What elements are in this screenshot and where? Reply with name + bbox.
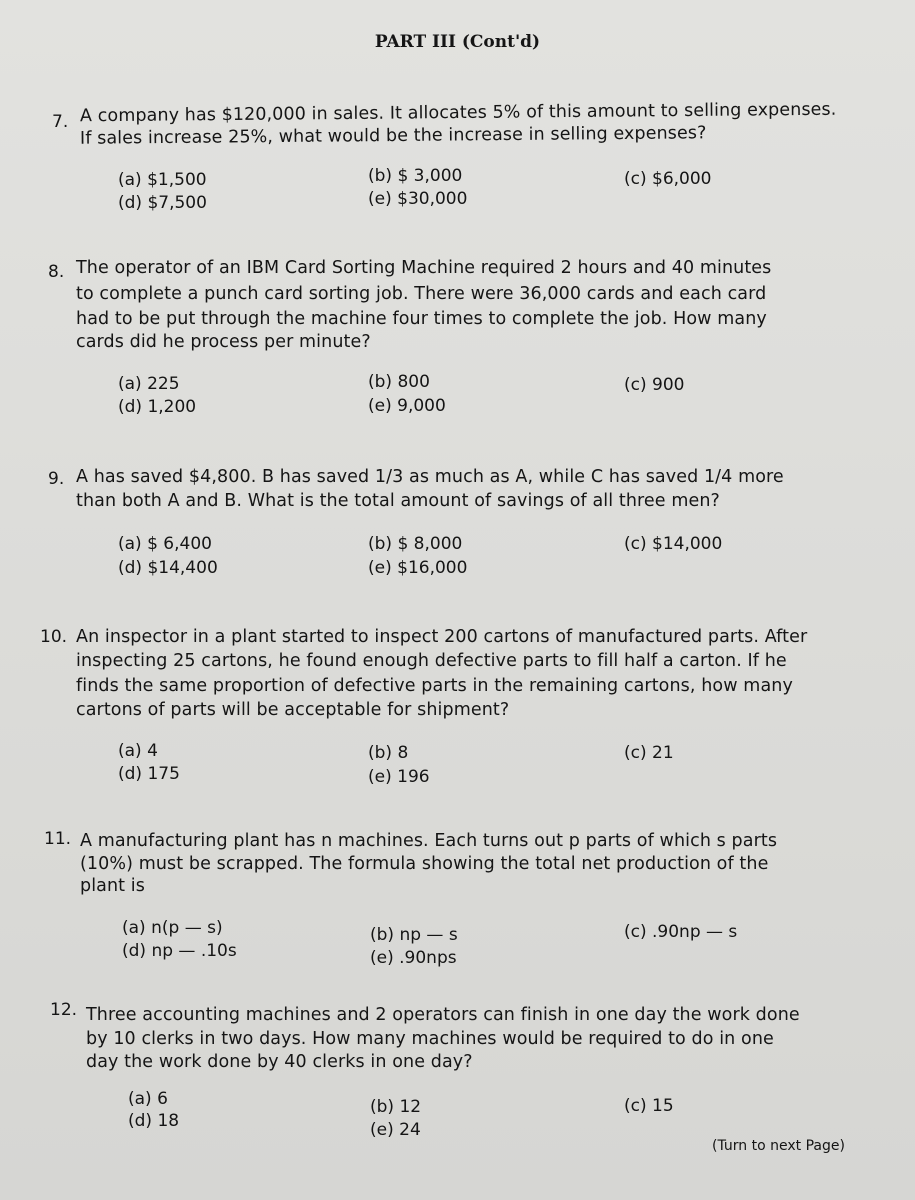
option-e: (e) 9,000 xyxy=(368,396,446,416)
question-number: 12. xyxy=(50,1000,78,1020)
option-e: (e) $30,000 xyxy=(368,189,468,209)
question-line: If sales increase 25%, what would be the increase in selling expenses? xyxy=(79,123,707,149)
option-c: (c) 900 xyxy=(624,375,685,395)
question-line: day the work done by 40 clerks in one day? xyxy=(86,1052,473,1072)
option-a: (a) n(p — s) xyxy=(122,918,223,938)
option-c: (c) 21 xyxy=(624,743,674,763)
option-d: (d) $7,500 xyxy=(118,193,207,213)
question-line: Three accounting machines and 2 operators can finish in one day the work done xyxy=(86,1005,800,1025)
option-c: (c) $6,000 xyxy=(624,169,712,189)
question-number: 11. xyxy=(44,829,72,849)
option-b: (b) 12 xyxy=(370,1097,422,1117)
question-number: 9. xyxy=(48,469,65,489)
option-b: (b) np — s xyxy=(370,925,458,945)
question-number: 7. xyxy=(52,112,69,132)
option-c: (c) $14,000 xyxy=(624,534,723,554)
option-b: (b) 8 xyxy=(368,743,409,763)
option-e: (e) 24 xyxy=(370,1120,421,1140)
question-line: than both A and B. What is the total amount of savings of all three men? xyxy=(76,491,720,511)
question-line: inspecting 25 cartons, he found enough defective parts to fill half a carton. If he xyxy=(76,651,787,671)
question-line: A has saved $4,800. B has saved 1/3 as much as A, while C has saved 1/4 more xyxy=(76,467,784,487)
option-d: (d) 1,200 xyxy=(118,397,197,417)
option-d: (d) 18 xyxy=(128,1111,180,1131)
option-a: (a) 225 xyxy=(118,374,180,394)
question-line: to complete a punch card sorting job. There were 36,000 cards and each card xyxy=(76,284,767,304)
option-e: (e) 196 xyxy=(368,767,430,787)
option-a: (a) 4 xyxy=(118,741,158,761)
question-line: finds the same proportion of defective parts in the remaining cartons, how many xyxy=(76,676,793,696)
option-e: (e) $16,000 xyxy=(368,558,468,578)
question-line: plant is xyxy=(80,876,145,896)
option-d: (d) np — .10s xyxy=(122,941,237,961)
turn-page-note: (Turn to next Page) xyxy=(712,1138,845,1154)
option-b: (b) $ 8,000 xyxy=(368,534,463,554)
question-line: cards did he process per minute? xyxy=(76,332,371,352)
option-c: (c) .90np — s xyxy=(624,922,738,942)
option-b: (b) 800 xyxy=(368,372,430,392)
question-line: An inspector in a plant started to inspect 200 cartons of manufactured parts. After xyxy=(76,627,808,647)
question-number: 8. xyxy=(48,262,65,282)
question-line: by 10 clerks in two days. How many machines would be required to do in one xyxy=(86,1029,774,1049)
page-title: PART III (Cont'd) xyxy=(374,32,541,52)
question-line: A manufacturing plant has n machines. Each turns out p parts of which s parts xyxy=(80,831,778,851)
option-e: (e) .90nps xyxy=(370,948,457,968)
option-d: (d) $14,400 xyxy=(118,558,218,578)
question-line: A company has $120,000 in sales. It allocates 5% of this amount to selling expenses. xyxy=(79,99,837,127)
option-a: (a) $ 6,400 xyxy=(118,534,212,554)
question-number: 10. xyxy=(40,627,68,647)
option-d: (d) 175 xyxy=(118,764,180,784)
question-line: had to be put through the machine four times to complete the job. How many xyxy=(76,309,767,329)
question-line: The operator of an IBM Card Sorting Machine required 2 hours and 40 minutes xyxy=(76,258,772,278)
option-c: (c) 15 xyxy=(624,1096,674,1116)
option-a: (a) 6 xyxy=(128,1089,168,1109)
question-line: (10%) must be scrapped. The formula showing the total net production of the xyxy=(80,854,769,874)
option-a: (a) $1,500 xyxy=(118,170,207,190)
option-b: (b) $ 3,000 xyxy=(368,166,463,186)
question-line: cartons of parts will be acceptable for shipment? xyxy=(76,700,510,720)
